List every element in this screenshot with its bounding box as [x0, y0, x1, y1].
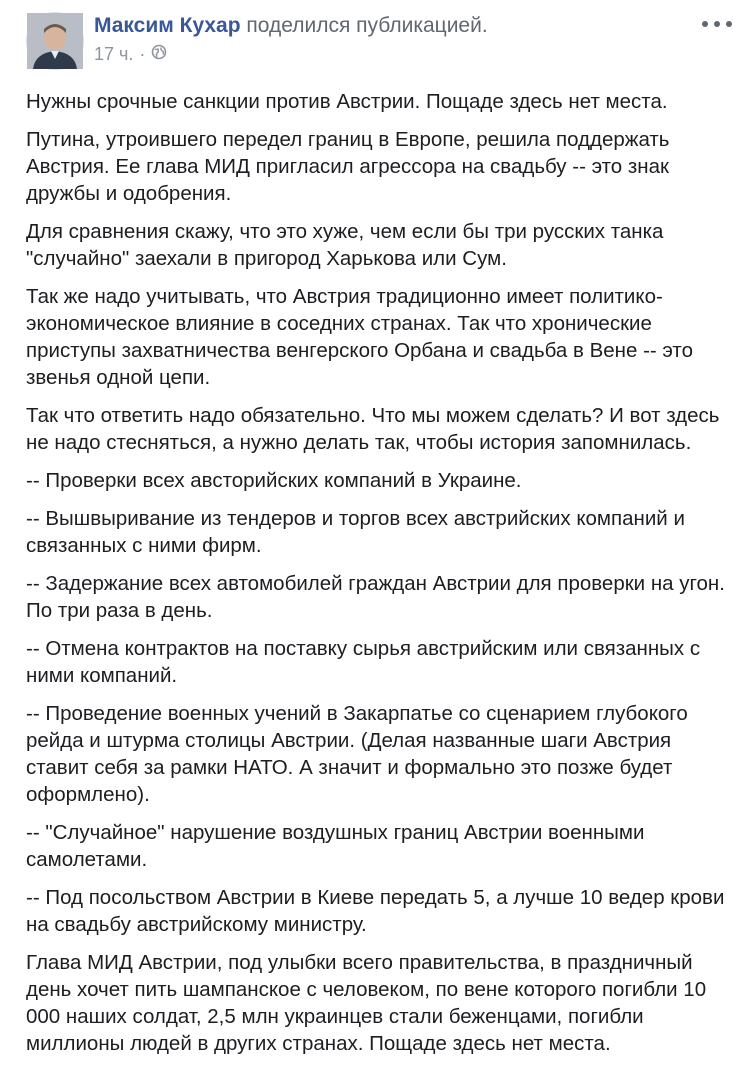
more-options-icon[interactable]	[702, 14, 732, 34]
post-paragraph: -- Проведение военных учений в Закарпатье со сценарием глубокого рейда и штурма столицы Австрии. (Делая названные шаги Австрия ставит себя за рамки НАТО. А значит и формально это позже будет оформлено).	[26, 702, 688, 806]
post-paragraph: -- Вышвыривание из тендеров и торгов всех австрийских компаний и связанных с ними фирм.	[26, 507, 685, 557]
avatar-image	[27, 13, 83, 69]
post-paragraph: Так же надо учитывать, что Австрия традиционно имеет политико-экономическое влияние в соседних странах. Так что хронические приступы захватничества венгерского Орбана и свадьба в Вене -- это звенья одной цепи.	[26, 285, 693, 389]
post-paragraph: -- Проверки всех австорийских компаний в Украине.	[26, 469, 522, 492]
post-paragraph: Для сравнения скажу, что это хуже, чем если бы три русских танка "случайно" заехали в пригород Харькова или Сум.	[26, 220, 664, 270]
post-timestamp[interactable]: 17 ч.	[94, 44, 134, 64]
post-paragraph: Так что ответить надо обязательно. Что мы можем сделать? И вот здесь не надо стесняться, а нужно делать так, чтобы история запомнилась.	[26, 404, 720, 454]
post-header	[26, 10, 736, 72]
post-body	[26, 88, 738, 1068]
post-paragraph: -- Отмена контрактов на поставку сырья австрийским или связанных с ними компаний.	[26, 637, 701, 687]
post-paragraph: Нужны срочные санкции против Австрии. Пощаде здесь нет места.	[26, 90, 668, 113]
post-paragraph: -- "Случайное" нарушение воздушных границ Австрии военными самолетами.	[26, 821, 645, 871]
post-paragraph: -- Под посольством Австрии в Киеве передать 5, а лучше 10 ведер крови на свадьбу австрийскому министру.	[26, 886, 725, 936]
post-meta	[94, 44, 167, 65]
post-paragraph: -- Задержание всех автомобилей граждан Австрии для проверки на угон. По три раза в день.	[26, 572, 725, 622]
share-action-text: поделился публикацией.	[246, 14, 488, 37]
meta-separator: ·	[139, 44, 146, 64]
author-avatar[interactable]	[26, 12, 84, 70]
post-paragraph: Путина, утроившего передел границ в Европе, решила поддержать Австрия. Ее глава МИД пригласил агрессора на свадьбу -- это знак дружбы и одобрения.	[26, 128, 670, 205]
post-paragraph: Глава МИД Австрии, под улыбки всего правительства, в праздничный день хочет пить шампанское с человеком, по вене которого погибли 10 000 наших солдат, 2,5 млн украинцев стали беженцами, погибли миллионы людей в других странах. Пощаде здесь нет места.	[26, 951, 707, 1055]
globe-icon[interactable]	[151, 44, 167, 65]
post-attribution	[94, 14, 488, 38]
author-name[interactable]: Максим Кухар	[94, 14, 241, 37]
